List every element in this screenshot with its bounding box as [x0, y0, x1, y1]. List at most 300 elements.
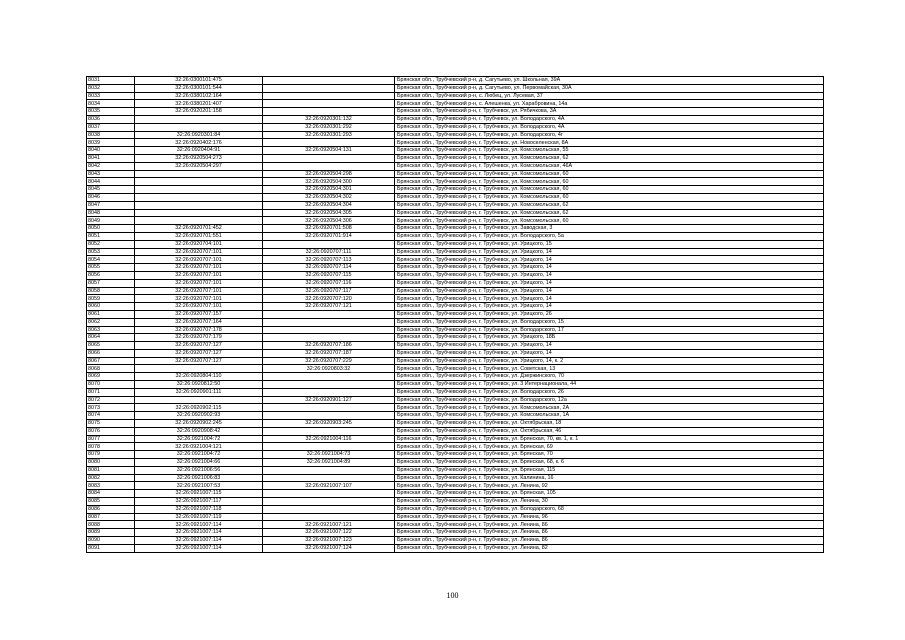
address-cell: Брянская обл., Трубчевский р-н, г. Трубчевск, ул. Брянская, 70, кв. 1, к. 1 — [395, 435, 824, 443]
table-row — [87, 162, 824, 170]
table-row — [87, 544, 824, 552]
address-cell: Брянская обл., Трубчевский р-н, г. Трубчевск, ул. Комсомольская, 1А — [395, 412, 824, 420]
address-cell: Брянская обл., Трубчевский р-н, г. Трубчевск, ул. Володарского, 4г — [395, 131, 824, 139]
table-row — [87, 326, 824, 334]
table-row — [87, 115, 824, 123]
address-cell: Брянская обл., Трубчевский р-н, г. Трубчевск, ул. Урицкого, 14 — [395, 295, 824, 303]
parcel-number-cell: 32:26:0921004:72 — [135, 451, 263, 459]
page-number: 100 — [446, 591, 459, 600]
object-number-cell — [263, 474, 395, 482]
row-number-cell: 8047 — [87, 201, 135, 209]
object-number-cell: 32:26:0921004:73 — [263, 451, 395, 459]
parcel-number-cell: 32:26:0920201:158 — [135, 108, 263, 116]
table-row — [87, 193, 824, 201]
object-number-cell: 32:26:0921007:121 — [263, 521, 395, 529]
object-number-cell: 32:26:0920707:116 — [263, 279, 395, 287]
row-number-cell: 8073 — [87, 404, 135, 412]
address-cell: Брянская обл., Трубчевский р-н, г. Трубчевск, ул. Рябичкова, 3А — [395, 108, 824, 116]
address-cell: Брянская обл., Трубчевский р-н, г. Трубчевск, ул. Брянская, 68, к. 6 — [395, 459, 824, 467]
object-number-cell: 32:26:0920707:186 — [263, 342, 395, 350]
parcel-number-cell: 32:26:0380102:164 — [135, 92, 263, 100]
address-cell: Брянская обл., Трубчевский р-н, г. Трубчевск, ул. Ленина, 92 — [395, 482, 824, 490]
object-number-cell: 32:26:0920707:187 — [263, 349, 395, 357]
address-cell: Брянская обл., Трубчевский р-н, г. Трубчевск, ул. Калинина, 16 — [395, 474, 824, 482]
object-number-cell — [263, 513, 395, 521]
object-number-cell: 32:26:0920803:32 — [263, 365, 395, 373]
table-row — [87, 131, 824, 139]
parcel-number-cell: 32:26:0920707:101 — [135, 256, 263, 264]
address-cell: Брянская обл., Трубчевский р-н, г. Трубчевск, ул. Комсомольская, 62 — [395, 154, 824, 162]
parcel-number-cell: 32:26:0920707:164 — [135, 318, 263, 326]
object-number-cell: 32:26:0920901:127 — [263, 396, 395, 404]
address-cell: Брянская обл., Трубчевский р-н, г. Трубчевск, ул. Ленина, 82 — [395, 544, 824, 552]
parcel-number-cell: 32:26:0921004:72 — [135, 435, 263, 443]
address-cell: Брянская обл., Трубчевский р-н, г. Трубчевск, ул. Советская, 13 — [395, 365, 824, 373]
object-number-cell — [263, 388, 395, 396]
object-number-cell: 32:26:0920504:301 — [263, 186, 395, 194]
address-cell: Брянская обл., Трубчевский р-н, г. Трубчевск, ул. Брянская, 115 — [395, 466, 824, 474]
object-number-cell — [263, 84, 395, 92]
address-cell: Брянская обл., Трубчевский р-н, г. Трубчевск, ул. Володарского, 68 — [395, 505, 824, 513]
table-row — [87, 287, 824, 295]
parcel-number-cell — [135, 115, 263, 123]
table-row — [87, 123, 824, 131]
parcel-number-cell — [135, 186, 263, 194]
parcel-number-cell: 32:26:0920701:452 — [135, 225, 263, 233]
table-row — [87, 178, 824, 186]
row-number-cell: 8049 — [87, 217, 135, 225]
object-number-cell: 32:26:0920701:508 — [263, 225, 395, 233]
parcel-number-cell — [135, 217, 263, 225]
object-number-cell — [263, 404, 395, 412]
address-cell: Брянская обл., Трубчевский р-н, г. Трубчевск, ул. Урицкого, 14 — [395, 248, 824, 256]
address-cell: Брянская обл., Трубчевский р-н, г. Трубчевск, ул. Володарского, 15 — [395, 318, 824, 326]
address-cell: Брянская обл., Трубчевский р-н, г. Трубчевск, ул. Брянская, 69 — [395, 443, 824, 451]
row-number-cell: 8064 — [87, 334, 135, 342]
parcel-number-cell: 32:26:0300101:475 — [135, 77, 263, 85]
parcel-number-cell — [135, 201, 263, 209]
row-number-cell: 8080 — [87, 459, 135, 467]
address-cell: Брянская обл., Трубчевский р-н, г. Трубчевск, ул. Комсомольская, 2А — [395, 404, 824, 412]
table-row — [87, 217, 824, 225]
table-row — [87, 381, 824, 389]
address-cell: Брянская обл., Трубчевский р-н, г. Трубчевск, ул. Володарского, 5а — [395, 232, 824, 240]
row-number-cell: 8044 — [87, 178, 135, 186]
row-number-cell: 8059 — [87, 295, 135, 303]
table-row — [87, 357, 824, 365]
object-number-cell: 32:26:0920707:117 — [263, 287, 395, 295]
address-cell: Брянская обл., Трубчевский р-н, г. Трубчевск, ул. Урицкого, 15 — [395, 240, 824, 248]
parcel-number-cell — [135, 123, 263, 131]
object-number-cell: 32:26:0920504:300 — [263, 178, 395, 186]
parcel-number-cell: 32:26:0920707:178 — [135, 326, 263, 334]
row-number-cell: 8050 — [87, 225, 135, 233]
address-cell: Брянская обл., Трубчевский р-н, г. Трубчевск, ул. Комсомольская, 62 — [395, 209, 824, 217]
address-cell: Брянская обл., Трубчевский р-н, г. Трубчевск, ул. Брянская, 70 — [395, 451, 824, 459]
object-number-cell — [263, 498, 395, 506]
parcel-number-cell: 32:26:0920301:84 — [135, 131, 263, 139]
address-cell: Брянская обл., Трубчевский р-н, г. Трубчевск, ул. Урицкого, 14 — [395, 303, 824, 311]
parcel-number-cell: 32:26:0920902:115 — [135, 404, 263, 412]
object-number-cell: 32:26:0920301:293 — [263, 131, 395, 139]
object-number-cell — [263, 427, 395, 435]
row-number-cell: 8090 — [87, 537, 135, 545]
row-number-cell: 8081 — [87, 466, 135, 474]
row-number-cell: 8069 — [87, 373, 135, 381]
row-number-cell: 8031 — [87, 77, 135, 85]
object-number-cell: 32:26:0920707:114 — [263, 264, 395, 272]
address-cell: Брянская обл., Трубчевский р-н, г. Трубчевск, ул. Урицкого, 14 — [395, 271, 824, 279]
object-number-cell: 32:26:0920301:132 — [263, 115, 395, 123]
parcel-number-cell: 32:26:0920707:101 — [135, 279, 263, 287]
object-number-cell — [263, 505, 395, 513]
parcel-number-cell: 32:26:0300101:544 — [135, 84, 263, 92]
table-row — [87, 240, 824, 248]
address-cell: Брянская обл., Трубчевский р-н, г. Трубчевск, ул. Октябрьская, 18 — [395, 420, 824, 428]
row-number-cell: 8043 — [87, 170, 135, 178]
row-number-cell: 8041 — [87, 154, 135, 162]
table-row — [87, 139, 824, 147]
row-number-cell: 8091 — [87, 544, 135, 552]
object-number-cell — [263, 490, 395, 498]
parcel-number-cell: 32:26:0920504:297 — [135, 162, 263, 170]
parcel-number-cell: 32:26:0921007:118 — [135, 505, 263, 513]
address-cell: Брянская обл., Трубчевский р-н, г. Трубчевск, ул. Новоселенская, 8А — [395, 139, 824, 147]
row-number-cell: 8082 — [87, 474, 135, 482]
object-number-cell — [263, 334, 395, 342]
parcel-number-cell: 32:26:0921007:114 — [135, 529, 263, 537]
object-number-cell: 32:26:0920301:292 — [263, 123, 395, 131]
object-number-cell: 32:26:0920504:306 — [263, 217, 395, 225]
table-row — [87, 147, 824, 155]
table-row — [87, 100, 824, 108]
row-number-cell: 8086 — [87, 505, 135, 513]
parcel-number-cell: 32:26:0920901:111 — [135, 388, 263, 396]
parcel-number-cell: 32:26:0920704:101 — [135, 240, 263, 248]
parcel-number-cell: 32:26:0921006:83 — [135, 474, 263, 482]
parcel-number-cell: 32:26:0920707:101 — [135, 287, 263, 295]
object-number-cell: 32:26:0920707:229 — [263, 357, 395, 365]
parcel-number-cell: 32:26:0921007:114 — [135, 544, 263, 552]
address-cell: Брянская обл., Трубчевский р-н, г. Трубчевск, ул. Урицкого, 14 — [395, 349, 824, 357]
parcel-number-cell: 32:26:0920701:551 — [135, 232, 263, 240]
row-number-cell: 8074 — [87, 412, 135, 420]
row-number-cell: 8066 — [87, 349, 135, 357]
address-cell: Брянская обл., Трубчевский р-н, г. Трубчевск, ул. Урицкого, 14, к. 2 — [395, 357, 824, 365]
row-number-cell: 8040 — [87, 147, 135, 155]
object-number-cell — [263, 92, 395, 100]
row-number-cell: 8068 — [87, 365, 135, 373]
row-number-cell: 8067 — [87, 357, 135, 365]
address-cell: Брянская обл., Трубчевский р-н, г. Трубчевск, ул. Урицкого, 14 — [395, 264, 824, 272]
object-number-cell: 32:26:0921007:107 — [263, 482, 395, 490]
table-row — [87, 264, 824, 272]
table-row — [87, 404, 824, 412]
object-number-cell: 32:26:0920701:914 — [263, 232, 395, 240]
address-cell: Брянская обл., Трубчевский р-н, г. Трубчевск, ул. Дзержинского, 70 — [395, 373, 824, 381]
parcel-number-cell: 32:26:0920707:101 — [135, 248, 263, 256]
row-number-cell: 8046 — [87, 193, 135, 201]
table-row — [87, 474, 824, 482]
parcel-number-cell: 32:26:0920707:101 — [135, 295, 263, 303]
row-number-cell: 8052 — [87, 240, 135, 248]
parcel-number-cell: 32:26:0920504:273 — [135, 154, 263, 162]
object-number-cell — [263, 373, 395, 381]
table-row — [87, 310, 824, 318]
row-number-cell: 8071 — [87, 388, 135, 396]
parcel-number-cell: 32:26:0920707:179 — [135, 334, 263, 342]
row-number-cell: 8039 — [87, 139, 135, 147]
parcel-number-cell: 32:26:0920402:176 — [135, 139, 263, 147]
object-number-cell — [263, 162, 395, 170]
parcel-number-cell: 32:26:0920707:157 — [135, 310, 263, 318]
table-row — [87, 303, 824, 311]
object-number-cell: 32:26:0920504:304 — [263, 201, 395, 209]
object-number-cell: 32:26:0920707:115 — [263, 271, 395, 279]
table-row — [87, 420, 824, 428]
parcel-number-cell: 32:26:0921004:66 — [135, 459, 263, 467]
address-cell: Брянская обл., Трубчевский р-н, г. Трубчевск, ул. Брянская, 105 — [395, 490, 824, 498]
table-row — [87, 412, 824, 420]
address-cell: Брянская обл., Трубчевский р-н, г. Трубчевск, ул. Комсомольская, 55 — [395, 147, 824, 155]
address-cell: Брянская обл., Трубчевский р-н, с. Любец, ул. Лусевая, 37 — [395, 92, 824, 100]
parcel-number-cell: 32:26:0921007:53 — [135, 482, 263, 490]
object-number-cell: 32:26:0921007:124 — [263, 544, 395, 552]
row-number-cell: 8045 — [87, 186, 135, 194]
table-row — [87, 365, 824, 373]
address-cell: Брянская обл., Трубчевский р-н, с. Алешенка, ул. Харабровина, 14а — [395, 100, 824, 108]
table-row — [87, 108, 824, 116]
row-number-cell: 8075 — [87, 420, 135, 428]
row-number-cell: 8048 — [87, 209, 135, 217]
table-row — [87, 396, 824, 404]
parcel-number-cell: 32:26:0920707:127 — [135, 349, 263, 357]
row-number-cell: 8037 — [87, 123, 135, 131]
address-cell: Брянская обл., Трубчевский р-н, г. Трубчевск, ул. Володарского, 4А — [395, 115, 824, 123]
parcel-number-cell: 32:26:0920707:101 — [135, 303, 263, 311]
row-number-cell: 8036 — [87, 115, 135, 123]
address-cell: Брянская обл., Трубчевский р-н, д. Сагутьево, ул. Школьная, 39А — [395, 77, 824, 85]
table-row — [87, 248, 824, 256]
row-number-cell: 8035 — [87, 108, 135, 116]
table-row — [87, 92, 824, 100]
parcel-number-cell: 32:26:0920812:50 — [135, 381, 263, 389]
table-row — [87, 334, 824, 342]
table-row — [87, 388, 824, 396]
row-number-cell: 8078 — [87, 443, 135, 451]
row-number-cell: 8057 — [87, 279, 135, 287]
parcel-number-cell — [135, 170, 263, 178]
parcel-number-cell — [135, 193, 263, 201]
address-cell: Брянская обл., Трубчевский р-н, г. Трубчевск, ул. Комсомольская, 46А — [395, 162, 824, 170]
parcel-number-cell: 32:26:0921004:121 — [135, 443, 263, 451]
address-cell: Брянская обл., Трубчевский р-н, г. Трубчевск, ул. Октябрьская, 46 — [395, 427, 824, 435]
address-cell: Брянская обл., Трубчевский р-н, г. Трубчевск, ул. Урицкого, 14 — [395, 279, 824, 287]
row-number-cell: 8056 — [87, 271, 135, 279]
address-cell: Брянская обл., Трубчевский р-н, г. Трубчевск, ул. Ленина, 30 — [395, 498, 824, 506]
object-number-cell — [263, 326, 395, 334]
table-row — [87, 490, 824, 498]
address-cell: Брянская обл., Трубчевский р-н, г. Трубчевск, ул. 3 Интернационала, 44 — [395, 381, 824, 389]
object-number-cell — [263, 466, 395, 474]
parcel-number-cell: 32:26:0920804:110 — [135, 373, 263, 381]
parcel-number-cell: 32:26:0921007:119 — [135, 513, 263, 521]
table-row — [87, 466, 824, 474]
table-row — [87, 170, 824, 178]
row-number-cell: 8089 — [87, 529, 135, 537]
table-row — [87, 427, 824, 435]
row-number-cell: 8063 — [87, 326, 135, 334]
row-number-cell: 8087 — [87, 513, 135, 521]
address-cell: Брянская обл., Трубчевский р-н, г. Трубчевск, ул. Урицкого, 14 — [395, 342, 824, 350]
row-number-cell: 8032 — [87, 84, 135, 92]
row-number-cell: 8072 — [87, 396, 135, 404]
table-row — [87, 513, 824, 521]
table-row — [87, 529, 824, 537]
table-row — [87, 295, 824, 303]
parcel-number-cell: 32:26:0921007:114 — [135, 537, 263, 545]
table-row — [87, 459, 824, 467]
parcel-number-cell: 32:26:0921007:115 — [135, 490, 263, 498]
parcel-number-cell: 32:26:0920707:101 — [135, 271, 263, 279]
row-number-cell: 8054 — [87, 256, 135, 264]
object-number-cell: 32:26:0920707:121 — [263, 303, 395, 311]
table-row — [87, 186, 824, 194]
row-number-cell: 8065 — [87, 342, 135, 350]
row-number-cell: 8053 — [87, 248, 135, 256]
row-number-cell: 8085 — [87, 498, 135, 506]
object-number-cell: 32:26:0921004:89 — [263, 459, 395, 467]
object-number-cell: 32:26:0920903:245 — [263, 420, 395, 428]
row-number-cell: 8060 — [87, 303, 135, 311]
address-cell: Брянская обл., Трубчевский р-н, г. Трубчевск, ул. Володарского, 4А — [395, 123, 824, 131]
row-number-cell: 8077 — [87, 435, 135, 443]
row-number-cell: 8061 — [87, 310, 135, 318]
object-number-cell: 32:26:0921007:123 — [263, 537, 395, 545]
parcel-number-cell: 32:26:0920908:42 — [135, 427, 263, 435]
address-cell: Брянская обл., Трубчевский р-н, г. Трубчевск, ул. Комсомольская, 60 — [395, 217, 824, 225]
object-number-cell — [263, 443, 395, 451]
table-row — [87, 77, 824, 85]
table-row — [87, 498, 824, 506]
table-row — [87, 154, 824, 162]
row-number-cell: 8076 — [87, 427, 135, 435]
row-number-cell: 8055 — [87, 264, 135, 272]
address-cell: Брянская обл., Трубчевский р-н, г. Трубчевск, ул. Володарского, 12а — [395, 396, 824, 404]
table-row — [87, 435, 824, 443]
parcel-number-cell: 32:26:0380201:407 — [135, 100, 263, 108]
table-row — [87, 537, 824, 545]
object-number-cell: 32:26:0920504:298 — [263, 170, 395, 178]
object-number-cell — [263, 381, 395, 389]
row-number-cell: 8042 — [87, 162, 135, 170]
object-number-cell: 32:26:0920707:120 — [263, 295, 395, 303]
table-row — [87, 318, 824, 326]
object-number-cell: 32:26:0921004:116 — [263, 435, 395, 443]
address-cell: Брянская обл., Трубчевский р-н, г. Трубчевск, ул. Урицкого, 26 — [395, 310, 824, 318]
address-cell: Брянская обл., Трубчевский р-н, г. Трубчевск, ул. Урицкого, 18Б — [395, 334, 824, 342]
address-cell: Брянская обл., Трубчевский р-н, г. Трубчевск, ул. Заводская, 3 — [395, 225, 824, 233]
table-row — [87, 84, 824, 92]
parcel-number-cell: 32:26:0921007:117 — [135, 498, 263, 506]
object-number-cell — [263, 139, 395, 147]
property-table — [86, 76, 824, 553]
object-number-cell — [263, 100, 395, 108]
address-cell: Брянская обл., Трубчевский р-н, г. Трубчевск, ул. Комсомольская, 62 — [395, 201, 824, 209]
row-number-cell: 8079 — [87, 451, 135, 459]
object-number-cell: 32:26:0920504:305 — [263, 209, 395, 217]
table-row — [87, 521, 824, 529]
address-cell: Брянская обл., Трубчевский р-н, г. Трубчевск, ул. Комсомольская, 60 — [395, 193, 824, 201]
object-number-cell: 32:26:0920504:302 — [263, 193, 395, 201]
row-number-cell: 8034 — [87, 100, 135, 108]
address-cell: Брянская обл., Трубчевский р-н, г. Трубчевск, ул. Ленина, 86 — [395, 529, 824, 537]
table-row — [87, 373, 824, 381]
row-number-cell: 8058 — [87, 287, 135, 295]
object-number-cell — [263, 240, 395, 248]
address-cell: Брянская обл., Трубчевский р-н, г. Трубчевск, ул. Володарского, 17 — [395, 326, 824, 334]
table-row — [87, 505, 824, 513]
address-cell: Брянская обл., Трубчевский р-н, г. Трубчевск, ул. Ленина, 96 — [395, 513, 824, 521]
row-number-cell: 8038 — [87, 131, 135, 139]
row-number-cell: 8088 — [87, 521, 135, 529]
row-number-cell: 8083 — [87, 482, 135, 490]
table-row — [87, 232, 824, 240]
object-number-cell: 32:26:0920707:111 — [263, 248, 395, 256]
object-number-cell — [263, 318, 395, 326]
row-number-cell: 8084 — [87, 490, 135, 498]
parcel-number-cell: 32:26:0921007:114 — [135, 521, 263, 529]
table-row — [87, 271, 824, 279]
parcel-number-cell: 32:26:0920902:245 — [135, 420, 263, 428]
table-row — [87, 482, 824, 490]
table-row — [87, 279, 824, 287]
table-row — [87, 225, 824, 233]
object-number-cell — [263, 310, 395, 318]
object-number-cell — [263, 77, 395, 85]
object-number-cell: 32:26:0921007:122 — [263, 529, 395, 537]
parcel-number-cell: 32:26:0920707:127 — [135, 342, 263, 350]
row-number-cell: 8062 — [87, 318, 135, 326]
object-number-cell — [263, 154, 395, 162]
table-row — [87, 201, 824, 209]
address-cell: Брянская обл., Трубчевский р-н, г. Трубчевск, ул. Володарского, 26 — [395, 388, 824, 396]
address-cell: Брянская обл., Трубчевский р-н, г. Трубчевск, ул. Комсомольская, 60 — [395, 186, 824, 194]
parcel-number-cell: 32:26:0920707:101 — [135, 264, 263, 272]
parcel-number-cell — [135, 209, 263, 217]
address-cell: Брянская обл., Трубчевский р-н, г. Трубчевск, ул. Комсомольская, 60 — [395, 170, 824, 178]
row-number-cell: 8070 — [87, 381, 135, 389]
table-row — [87, 349, 824, 357]
table-body — [87, 77, 824, 553]
address-cell: Брянская обл., Трубчевский р-н, г. Трубчевск, ул. Ленина, 86 — [395, 521, 824, 529]
table-row — [87, 209, 824, 217]
parcel-number-cell: 32:26:0920707:127 — [135, 357, 263, 365]
parcel-number-cell — [135, 396, 263, 404]
row-number-cell: 8051 — [87, 232, 135, 240]
parcel-number-cell — [135, 365, 263, 373]
table-row — [87, 443, 824, 451]
parcel-number-cell: 32:26:0920404:91 — [135, 147, 263, 155]
address-cell: Брянская обл., Трубчевский р-н, д. Сагутьево, ул. Первомайская, 30А — [395, 84, 824, 92]
object-number-cell — [263, 108, 395, 116]
object-number-cell: 32:26:0920707:113 — [263, 256, 395, 264]
address-cell: Брянская обл., Трубчевский р-н, г. Трубчевск, ул. Урицкого, 14 — [395, 287, 824, 295]
address-cell: Брянская обл., Трубчевский р-н, г. Трубчевск, ул. Ленина, 86 — [395, 537, 824, 545]
address-cell: Брянская обл., Трубчевский р-н, г. Трубчевск, ул. Комсомольская, 60 — [395, 178, 824, 186]
row-number-cell: 8033 — [87, 92, 135, 100]
object-number-cell: 32:26:0920504:131 — [263, 147, 395, 155]
